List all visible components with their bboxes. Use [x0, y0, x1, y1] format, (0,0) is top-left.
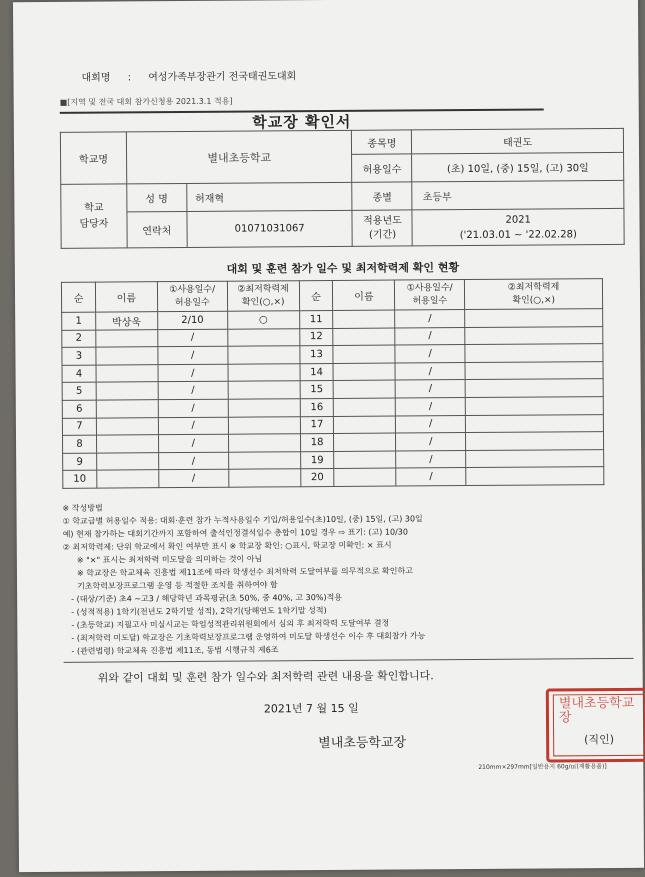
header-check: ②최저학력제 확인(○,×)	[227, 281, 299, 312]
row-check	[228, 399, 300, 417]
row-days: /	[395, 362, 465, 380]
note-line: - (초등학교) 지필고사 미실시교는 학업성적관리위원회에서 심의 후 최저학력 도달여부 결정	[71, 618, 390, 630]
header-check: ②최저학력제 확인(○,×)	[465, 279, 603, 310]
notes-block	[62, 498, 633, 658]
row-name: 박상욱	[96, 312, 158, 330]
row-no: 13	[299, 346, 333, 364]
row-no: 18	[300, 434, 334, 452]
category-value: 초등부	[412, 180, 624, 209]
category-label: 종별	[352, 182, 412, 210]
seal-label: (직인)	[584, 733, 615, 747]
contact-value: 01071031067	[187, 210, 353, 247]
note-line: ② 최저학력제: 단위 학교에서 확인 여부만 표시 ※ 학교장 확인: ○표시, 학교장 미확인: × 표시	[62, 540, 392, 552]
seal-text: 별내초등학교장	[558, 695, 635, 726]
contact-label: 연락처	[127, 211, 187, 247]
section-title: 대회 및 훈련 참가 일수 및 최저학력제 확인 현황	[226, 261, 460, 276]
row-no: 12	[299, 328, 333, 346]
row-no: 20	[300, 469, 334, 487]
school-info-table	[60, 128, 625, 249]
row-days: /	[396, 468, 466, 486]
table-row	[63, 467, 604, 488]
row-name	[96, 382, 158, 400]
period-label: 적용년도 (기간)	[352, 210, 412, 246]
row-days: /	[395, 345, 465, 363]
school-seal-stamp	[546, 688, 645, 763]
row-days: /	[158, 364, 228, 382]
sport-label: 종목명	[352, 130, 412, 154]
note-line: ※ 학교장은 학교체육 진흥법 제11조에 따라 학생선수 최저학력 도달여부를 의무적으로 확인하고	[76, 566, 413, 578]
sport-value: 태권도	[412, 128, 624, 153]
row-check	[465, 361, 603, 380]
teacher-label: 학교 담당자	[61, 184, 127, 248]
page-title: 학교장 확인서	[252, 112, 352, 132]
row-no: 5	[62, 382, 96, 400]
competition-line: 대회명 : 여성가족부장관기 전국태권도대회	[81, 71, 297, 84]
row-name	[333, 310, 395, 328]
allowed-days-value: (초) 10일, (중) 15일, (고) 30일	[412, 152, 624, 181]
document-page	[13, 0, 644, 872]
row-days: /	[395, 327, 465, 345]
note-line: 예) 현재 참가하는 대회기간까지 포함하여 출석인정결석일수 총합이 10일 경우 ⇨ 표기: (고) 10/30	[62, 527, 408, 539]
header-name: 이름	[95, 282, 157, 312]
row-no: 3	[62, 347, 96, 365]
school-label: 학교명	[60, 132, 126, 184]
row-name	[96, 347, 158, 365]
signature-date: 2021년 7 월 15 일	[263, 701, 359, 716]
note-line: ※ 작성방법	[62, 503, 103, 513]
row-check	[465, 309, 603, 328]
row-check	[228, 416, 300, 434]
header-no: 순	[299, 280, 333, 310]
row-name	[97, 470, 159, 488]
row-no: 11	[299, 310, 333, 328]
row-name	[334, 451, 396, 469]
row-name	[96, 364, 158, 382]
row-no: 16	[300, 398, 334, 416]
row-no: 1	[62, 312, 96, 330]
header-days: ①사용일수/ 허용일수	[395, 280, 465, 310]
row-check	[227, 328, 299, 346]
row-check	[465, 344, 603, 363]
row-days: /	[158, 382, 228, 400]
note-line: ① 학교급별 허용일수 적용: 대회·훈련 참가 누적사용일수 기입/허용일수(초)10일, (중) 15일, (고) 30일	[62, 514, 423, 526]
row-no: 6	[62, 400, 96, 418]
note-line: - (최저학력 미도달) 학교장은 기초학력보장프로그램 운영하여 미도달 학생선수 이수 후 대회참가 가능	[71, 631, 426, 643]
row-name	[96, 417, 158, 435]
note-line: - (대상/기준) 초4 ~고3 / 해당학년 과목평균(초 50%, 중 40%, 고 30%)적용	[71, 592, 343, 604]
participation-table	[61, 278, 604, 489]
competition-name: 여성가족부장관기 전국태권도대회	[148, 71, 297, 84]
row-name	[96, 400, 158, 418]
row-no: 7	[62, 418, 96, 436]
row-days: /	[395, 310, 465, 328]
period-year: 2021	[505, 214, 531, 226]
row-name	[97, 452, 159, 470]
paper-spec: 210mm×297mm[일반용지 60g/㎡(재활용품)]	[478, 763, 607, 771]
form-note: ■[지역 및 전국 대회 참가신청용 2021.3.1 적용]	[59, 96, 233, 107]
header-no: 순	[61, 282, 95, 312]
teacher-name: 허재혁	[186, 182, 352, 211]
principal-name: 별내초등학교장	[318, 735, 407, 752]
row-check	[228, 469, 300, 487]
row-check	[228, 363, 300, 381]
row-no: 8	[62, 435, 96, 453]
row-days: /	[158, 452, 228, 470]
row-check	[228, 346, 300, 364]
row-days: /	[158, 434, 228, 452]
row-no: 15	[300, 381, 334, 399]
row-check	[228, 451, 300, 469]
row-days: /	[396, 398, 466, 416]
row-name	[96, 329, 158, 347]
row-no: 17	[300, 416, 334, 434]
row-check	[228, 434, 300, 452]
row-check	[228, 381, 300, 399]
row-days: /	[158, 417, 228, 435]
row-check	[466, 467, 604, 486]
note-line: - (성적적용) 1학기(전년도 2학기말 성적), 2학기(당해연도 1학기말 성적)	[71, 606, 327, 617]
row-days: /	[396, 433, 466, 451]
header-days: ①사용일수/ 허용일수	[157, 281, 227, 311]
row-name	[334, 416, 396, 434]
row-days: /	[158, 346, 228, 364]
row-no: 10	[63, 470, 97, 488]
row-name	[333, 328, 395, 346]
period-range: ('21.03.01 ~ '22.02.28)	[459, 228, 577, 241]
row-days: /	[158, 329, 228, 347]
row-days: /	[158, 399, 228, 417]
row-name	[333, 363, 395, 381]
row-days: /	[396, 415, 466, 433]
note-line: - (관련법령) 학교체육 진흥법 제11조, 동법 시행규칙 제6조	[71, 645, 279, 656]
row-days: /	[159, 470, 229, 488]
row-name	[334, 433, 396, 451]
row-check	[466, 432, 604, 451]
allowed-days-label: 허용일수	[352, 154, 412, 182]
row-check	[466, 414, 604, 433]
row-name	[96, 435, 158, 453]
school-name: 별내초등학교	[126, 130, 352, 184]
row-check	[465, 379, 603, 398]
name-label: 성 명	[127, 183, 187, 211]
row-check	[466, 449, 604, 468]
header-name: 이름	[333, 280, 395, 310]
note-line: 기초학력보장프로그램 운영 등 적절한 조치를 취하여야 함	[77, 580, 278, 591]
note-line: ※ "×" 표시는 최저학력 미도달을 의미하는 것이 아님	[76, 554, 263, 565]
row-no: 9	[63, 453, 97, 471]
row-name	[334, 468, 396, 486]
row-days: 2/10	[157, 311, 227, 329]
row-days: /	[396, 450, 466, 468]
row-name	[333, 345, 395, 363]
row-no: 19	[300, 451, 334, 469]
row-no: 4	[62, 365, 96, 383]
confirmation-text: 위와 같이 대회 및 훈련 참가 일수와 최저학력 관련 내용을 확인합니다.	[97, 669, 434, 685]
period-cell	[412, 208, 624, 245]
row-name	[334, 398, 396, 416]
row-no: 14	[300, 363, 334, 381]
row-no: 2	[62, 330, 96, 348]
row-check	[465, 326, 603, 345]
competition-label: 대회명	[81, 72, 111, 84]
row-name	[334, 380, 396, 398]
row-check	[465, 397, 603, 416]
row-check: ○	[227, 311, 299, 329]
row-days: /	[395, 380, 465, 398]
